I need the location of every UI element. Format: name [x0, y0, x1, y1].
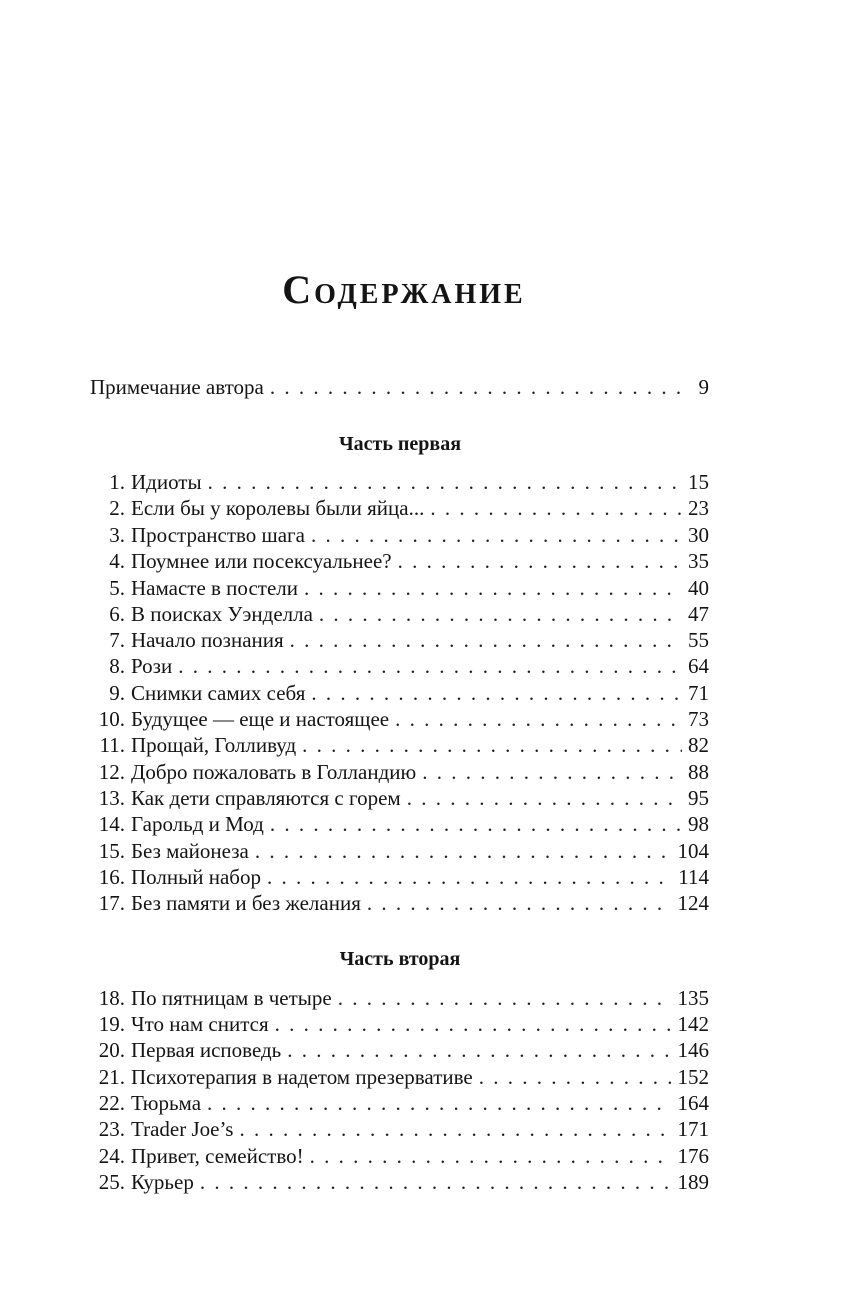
toc-entry: [90, 785, 709, 811]
dot-leader: [367, 890, 672, 916]
toc-entry-number: 16.: [98, 865, 125, 889]
toc-entry-number: 22.: [98, 1091, 125, 1115]
dot-leader: [200, 1169, 672, 1195]
toc-entry-title: Поумнее или посексуальнее?: [131, 549, 392, 573]
page-title: Содержание: [282, 267, 526, 312]
toc-entry-number: 24.: [98, 1144, 125, 1168]
toc-entry: [90, 864, 709, 890]
dot-leader: [338, 985, 672, 1011]
dot-leader: [319, 601, 682, 627]
toc-entry-title: Снимки самих себя: [131, 681, 306, 705]
toc-entry-title: Пространство шага: [131, 523, 305, 547]
toc-entry-page: 176: [677, 1144, 709, 1168]
toc-entry-title: Психотерапия в надетом презервативе: [131, 1065, 473, 1089]
toc-entry-page: 142: [677, 1012, 709, 1036]
toc-entry-title: Полный набор: [131, 865, 261, 889]
dot-leader: [208, 469, 682, 495]
toc-entry-number: 6.: [109, 602, 125, 626]
toc-entry-page: 47: [688, 602, 709, 626]
toc-entry: [90, 1064, 709, 1090]
toc-entry: [90, 1143, 709, 1169]
toc-entry-page: 23: [688, 496, 709, 520]
toc-entry-number: 2.: [109, 496, 125, 520]
toc-entry-title: Как дети справляются с горем: [131, 786, 401, 810]
toc-entry-page: 55: [688, 628, 709, 652]
toc-entry-page: 35: [688, 549, 709, 573]
toc-entry-number: 7.: [109, 628, 125, 652]
toc-entry-title: Первая исповедь: [131, 1038, 282, 1062]
toc-entry-number: 12.: [98, 760, 125, 784]
toc-entry-page: 104: [677, 839, 709, 863]
toc-entry-page: 135: [677, 986, 709, 1010]
dot-leader: [287, 1037, 671, 1063]
toc-entry-page: 98: [688, 812, 709, 836]
toc-entry: [90, 1090, 709, 1116]
dot-leader: [302, 732, 682, 758]
toc-entry-title: Что нам снится: [131, 1012, 269, 1036]
toc-entry: [90, 811, 709, 837]
dot-leader: [267, 864, 672, 890]
toc-entry-number: 3.: [109, 523, 125, 547]
toc-entry-title: Прощай, Голливуд: [131, 733, 297, 757]
toc-entry: [90, 495, 709, 521]
toc-entry-title: По пятницам в четыре: [131, 986, 332, 1010]
toc-entry: [90, 653, 709, 679]
toc-entry-page: 171: [677, 1117, 709, 1141]
toc-entry: [90, 548, 709, 574]
toc-entry-author-note: [90, 374, 709, 400]
toc-entry-number: 11.: [99, 733, 125, 757]
dot-leader: [395, 706, 682, 732]
toc-entry: [90, 759, 709, 785]
dot-leader: [270, 811, 682, 837]
dot-leader: [255, 838, 672, 864]
dot-leader: [407, 785, 682, 811]
toc-entry-number: 17.: [98, 891, 125, 915]
toc-entry-number: 10.: [98, 707, 125, 731]
dot-leader: [422, 759, 682, 785]
toc-entry-page: 114: [678, 865, 709, 889]
dot-leader: [290, 627, 682, 653]
toc-entry: [90, 469, 709, 495]
toc-entry: [90, 1011, 709, 1037]
toc-entry: [90, 601, 709, 627]
toc-entry-page: 40: [688, 576, 709, 600]
toc-entry: [90, 680, 709, 706]
dot-leader: [398, 548, 682, 574]
toc-entry-title: Рози: [131, 654, 173, 678]
dot-leader: [310, 1143, 672, 1169]
toc-entry-number: 1.: [109, 470, 125, 494]
toc-entry-page: 152: [677, 1065, 709, 1089]
toc-entry-title: Будущее — еще и настоящее: [131, 707, 390, 731]
toc-entry: [90, 985, 709, 1011]
toc-entry-number: 13.: [98, 786, 125, 810]
toc-entry-title: Курьер: [131, 1170, 194, 1194]
part-heading: Часть первая: [338, 433, 462, 455]
toc-entry-page: 64: [688, 654, 709, 678]
toc-entry-number: 21.: [98, 1065, 125, 1089]
toc-entry-number: 15.: [98, 839, 125, 863]
toc-entry-number: 23.: [98, 1117, 125, 1141]
toc-entry-page: 124: [677, 891, 709, 915]
toc-entry-title: Trader Joe’s: [131, 1117, 234, 1141]
toc-entry-title: В поисках Уэнделла: [131, 602, 313, 626]
dot-leader: [311, 522, 682, 548]
dot-leader: [239, 1116, 671, 1142]
toc-entry-page: 82: [688, 733, 709, 757]
toc-entry-page: 30: [688, 523, 709, 547]
toc-entry: [90, 627, 709, 653]
toc-entry-title: Начало познания: [131, 628, 284, 652]
toc-entry: [90, 1116, 709, 1142]
toc-entry-page: 9: [698, 375, 709, 399]
dot-leader: [178, 653, 682, 679]
toc-entry: [90, 522, 709, 548]
toc-entry-number: 19.: [98, 1012, 125, 1036]
toc-entry-page: 71: [688, 681, 709, 705]
toc-entry-number: 9.: [109, 681, 125, 705]
toc-entry-page: 15: [688, 470, 709, 494]
part-heading: Часть вторая: [339, 948, 461, 970]
dot-leader: [479, 1064, 672, 1090]
dot-leader: [275, 1011, 672, 1037]
toc-entry-title: Идиоты: [131, 470, 202, 494]
dot-leader: [304, 575, 682, 601]
dot-leader: [207, 1090, 671, 1116]
toc-entry-title: Гарольд и Мод: [131, 812, 264, 836]
toc-entry: [90, 575, 709, 601]
toc-entry-title: Примечание автора: [90, 375, 264, 399]
toc-entry: [90, 838, 709, 864]
toc-entry-title: Тюрьма: [131, 1091, 202, 1115]
toc-entry: [90, 706, 709, 732]
toc-entry: [90, 890, 709, 916]
toc-entry-title: Если бы у королевы были яйца...: [131, 496, 425, 520]
toc-entry-number: 25.: [98, 1170, 125, 1194]
toc-entry-number: 20.: [98, 1038, 125, 1062]
toc-entry: [90, 1169, 709, 1195]
toc-entry-number: 8.: [109, 654, 125, 678]
toc-entry: [90, 732, 709, 758]
toc-entry-page: 88: [688, 760, 709, 784]
toc-entry: [90, 1037, 709, 1063]
toc-entry-page: 164: [677, 1091, 709, 1115]
toc-entry-page: 95: [688, 786, 709, 810]
toc-entry-number: 4.: [109, 549, 125, 573]
dot-leader: [430, 495, 682, 521]
toc-entry-title: Привет, семейство!: [131, 1144, 304, 1168]
dot-leader: [311, 680, 682, 706]
toc-entry-page: 146: [677, 1038, 709, 1062]
toc-entry-number: 5.: [109, 576, 125, 600]
toc-entry-number: 18.: [98, 986, 125, 1010]
toc-entry-title: Без майонеза: [131, 839, 249, 863]
toc-entry-page: 189: [677, 1170, 709, 1194]
toc-entry-title: Без памяти и без желания: [131, 891, 361, 915]
toc-entry-title: Добро пожаловать в Голландию: [131, 760, 417, 784]
toc-entry-page: 73: [688, 707, 709, 731]
dot-leader: [270, 374, 683, 400]
toc-entry-title: Намасте в постели: [131, 576, 298, 600]
toc-entry-number: 14.: [98, 812, 125, 836]
